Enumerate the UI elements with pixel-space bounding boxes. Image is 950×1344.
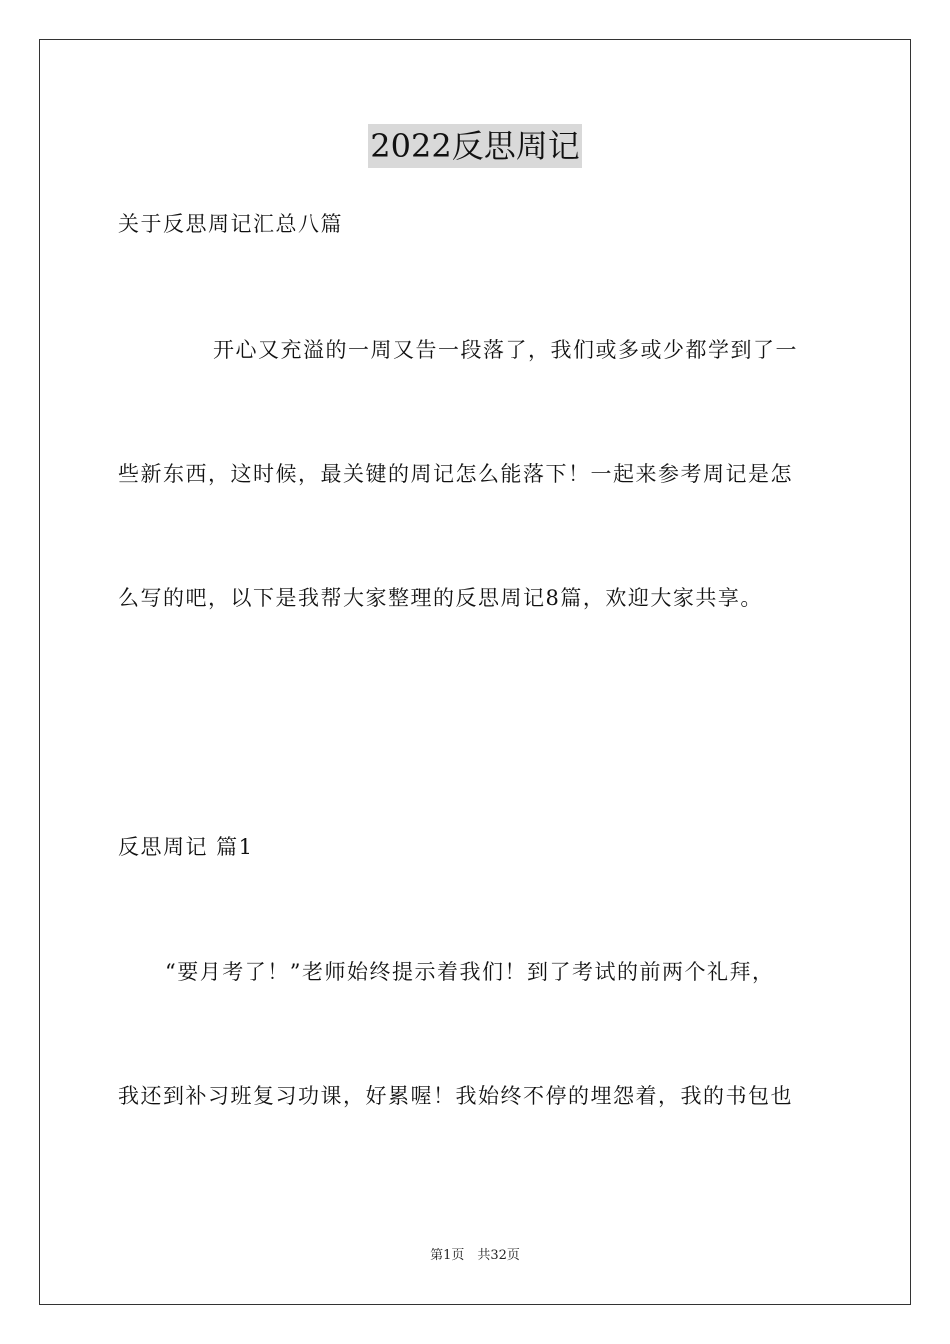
title-container [0, 124, 950, 168]
document-subtitle: 关于反思周记汇总八篇 [118, 212, 343, 236]
intro-line-1: 开心又充溢的一周又告一段落了，我们或多或少都学到了一 [213, 338, 798, 362]
document-title: 2022反思周记 [368, 124, 581, 168]
section-line-1: “要月考了！”老师始终提示着我们！到了考试的前两个礼拜， [165, 960, 775, 984]
intro-line-3: 么写的吧，以下是我帮大家整理的反思周记8篇，欢迎大家共享。 [118, 586, 763, 610]
intro-line-2: 些新东西，这时候，最关键的周记怎么能落下！一起来参考周记是怎 [118, 462, 793, 486]
section-line-2: 我还到补习班复习功课，好累喔！我始终不停的埋怨着，我的书包也 [118, 1084, 793, 1108]
section-heading: 反思周记 篇1 [118, 835, 254, 859]
page-footer: 第1页 共32页 [430, 1248, 520, 1263]
